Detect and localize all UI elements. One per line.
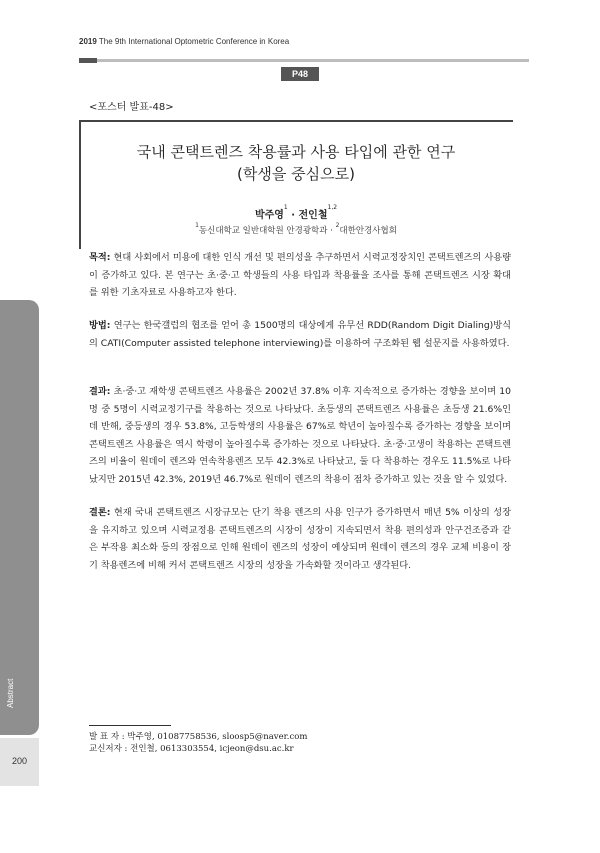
author-2: 전인철: [298, 210, 328, 221]
affiliation: [79, 224, 513, 236]
poster-number: <포스터 발표-48>: [89, 102, 174, 113]
poster-badge: P48: [281, 67, 319, 81]
authors: [79, 206, 513, 221]
author-2-sup: 1,2: [327, 204, 338, 211]
section-method: [89, 317, 511, 352]
conference-name: The 9th International Optometric Conference in Korea: [98, 37, 290, 46]
footnote-corresponding: 교신저자 : 전인철, 0613303554, icjeon@dsu.ac.kr: [89, 744, 294, 754]
author-1: 박주영: [254, 210, 284, 221]
affiliation-sup-2: 2: [335, 222, 340, 229]
section-label: 결론:: [89, 507, 111, 518]
header-rule-dark: [79, 58, 97, 63]
page-number: 200: [11, 756, 28, 766]
section-label: 방법:: [89, 320, 111, 331]
footnote-presenter: 발 표 자 : 박주영, 01087758536, sloosp5@naver.com: [89, 732, 308, 742]
affiliation-1: 동신대학교 일반대학원 안경광학과 ·: [198, 226, 336, 236]
title-line-1: 국내 콘택트렌즈 착용률과 사용 타입에 관한 연구: [136, 143, 456, 161]
section-text: 초·중·고 재학생 콘택트렌즈 사용률은 2002년 37.8% 이후 지속적으로 증가하는 경향을 보이며 10명 중 5명이 시력교정기구를 착용하는 것으로 나타났다. 초등생의 콘택트렌즈 사용률은 초등생 21.6%인데 반해, 중등생의 경우 53.8%, 고등학생의 사용률은 67%로 학년이 높아질수록 증가하는 경향을 보이며 콘택트렌즈 사용률은 역시 학령이 높아질수록 증가하는 것으로 나타났다. 초·중·고생이 착용하는 콘택트렌즈의 비율이 원데이 렌즈와 연속착용렌즈 모두 42.3%로 나타났고, 둘 다 착용하는 경우도 11.5%로 나타났지만 2015년 42.3%, 2019년 46.7%로 원데이 렌즈의 착용이 점차 증가하고 있는 것을 알 수 있었다.: [89, 386, 511, 485]
affiliation-2: 대한안경사협회: [339, 226, 397, 236]
section-label: 목적:: [89, 252, 111, 263]
author-separator: ·: [287, 210, 299, 221]
title-line-2: (학생을 중심으로): [237, 165, 355, 183]
conference-header: [79, 37, 289, 46]
section-text: 연구는 한국갤럽의 협조를 얻어 총 1500명의 대상에게 유무선 RDD(Random Digit Dialing)방식의 CATI(Computer assisted telephone interviewing)를 이용하여 구조화된 웹 설문지를 사용하였다.: [89, 320, 511, 349]
section-text: 현대 사회에서 미용에 대한 인식 개선 및 편의성을 추구하면서 시력교정장치인 콘택트렌즈의 사용량이 증가하고 있다. 본 연구는 초·중·고 학생들의 사용 타입과 착용률을 조사를 통해 콘택트렌즈 시장 확대를 위한 기초자료로 사용하고자 한다.: [89, 252, 511, 299]
header-rule-light: [97, 59, 529, 62]
section-text: 현재 국내 콘택트렌즈 시장규모는 단기 착용 렌즈의 사용 인구가 증가하면서 매년 5% 이상의 성장을 유지하고 있으며 시력교정용 콘택트렌즈의 시장이 성장이 지속되면서 착용 편의성과 안구건조증과 같은 부작용 최소화 등의 장점으로 인해 원데이 렌즈의 성장이 예상되며 원데이 렌즈의 경우 교체 비용이 장기 착용렌즈에 비해 커서 콘택트렌즈 시장의 성장을 가속화할 것이라고 생각된다.: [89, 507, 511, 571]
side-tab: [0, 300, 39, 735]
section-results: [89, 383, 511, 489]
footnote-rule: [89, 725, 171, 726]
author-1-sup: 1: [283, 204, 288, 211]
conference-year: 2019: [79, 37, 97, 46]
section-conclusion: [89, 504, 511, 574]
section-purpose: [89, 249, 511, 302]
section-label: 결과:: [89, 386, 111, 397]
side-tab-label: Abstract: [6, 678, 15, 708]
affiliation-sup-1: 1: [195, 222, 199, 229]
